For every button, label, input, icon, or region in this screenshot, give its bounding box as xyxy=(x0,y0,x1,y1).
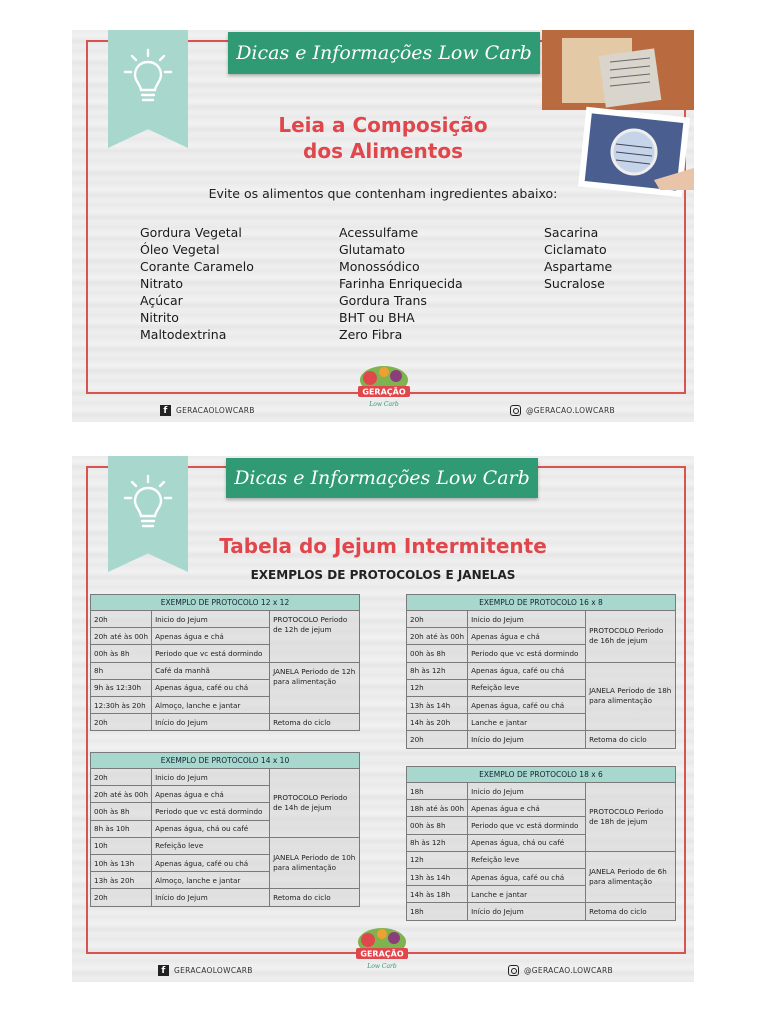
table-header: EXEMPLO DE PROTOCOLO 16 x 8 xyxy=(407,595,676,611)
brand-banner: Dicas e Informações Low Carb xyxy=(228,32,540,74)
protocolo-cell: PROTOCOLO Periodo de 16h de jejum xyxy=(586,611,676,663)
brand-banner: Dicas e Informações Low Carb xyxy=(226,458,538,498)
card-title: Leia a Composição dos Alimentos xyxy=(278,113,488,163)
table-row: 12:30h às 20h Almoço, lanche e jantar xyxy=(91,696,360,713)
table-row: 00h às 8h Periodo que vc está dormindo xyxy=(91,645,360,662)
protocolo-cell: PROTOCOLO Periodo de 18h de jejum xyxy=(586,783,676,852)
table-row: 20h Início do Jejum Retoma do ciclo xyxy=(91,889,360,906)
table-row: 00h às 8h Periodo que vc está dormindo xyxy=(407,645,676,662)
facebook-handle[interactable]: f GERACAOLOWCARB xyxy=(158,965,253,976)
ingredient: Aspartame xyxy=(544,259,613,274)
protocolo-cell: PROTOCOLO Periodo de 12h de jejum xyxy=(270,611,360,663)
table-row: 8h às 10h Apenas água, chá ou café xyxy=(91,820,360,837)
brand-logo xyxy=(352,364,416,410)
janela-cell: JANELA Periodo de 18h para alimentação xyxy=(586,662,676,731)
table-header: EXEMPLO DE PROTOCOLO 14 x 10 xyxy=(91,753,360,769)
info-card-fasting xyxy=(72,456,694,982)
protocol-table-14x10 xyxy=(90,752,360,907)
ingredient: BHT ou BHA xyxy=(339,310,415,325)
lightbulb-icon xyxy=(122,48,174,108)
table-header: EXEMPLO DE PROTOCOLO 12 x 12 xyxy=(91,595,360,611)
table-row: 00h às 8h Periodo que vc está dormindo xyxy=(91,803,360,820)
retoma-cell: Retoma do ciclo xyxy=(586,731,676,748)
table-row: 20h até às 00h Apenas água e chá xyxy=(407,628,676,645)
retoma-cell: Retoma do ciclo xyxy=(270,714,360,731)
table-row: 13h às 14h Apenas água, café ou chá xyxy=(407,696,676,713)
table-row: 12h Refeição leve xyxy=(407,679,676,696)
table-row: 20h Início do Jejum Retoma do ciclo xyxy=(407,731,676,748)
ingredient: Monossódico xyxy=(339,259,420,274)
protocol-table-16x8 xyxy=(406,594,676,749)
table-row: 13h às 20h Almoço, lanche e jantar xyxy=(91,872,360,889)
table-row: 18h Início do Jejum Retoma do ciclo xyxy=(407,903,676,920)
table-row: 20h até às 00h Apenas água e chá xyxy=(91,628,360,645)
table-row: 10h Refeição leve JANELA Periodo de 10h para alimentação xyxy=(91,837,360,854)
instagram-icon xyxy=(510,405,521,416)
ingredient: Sacarina xyxy=(544,225,599,240)
card-subtitle: Evite os alimentos que contenham ingredientes abaixo: xyxy=(208,186,558,201)
table-row: 14h às 18h Lanche e jantar xyxy=(407,886,676,903)
table-row: 18h até às 00h Apenas água e chá xyxy=(407,800,676,817)
table-row: 18h Inicio do Jejum PROTOCOLO Periodo de 18h de jejum xyxy=(407,783,676,800)
ingredient: Nitrito xyxy=(140,310,179,325)
ingredient: Ciclamato xyxy=(544,242,607,257)
facebook-icon: f xyxy=(160,405,171,416)
table-row: 20h Inicio do Jejum PROTOCOLO Periodo de 12h de jejum xyxy=(91,611,360,628)
retoma-cell: Retoma do ciclo xyxy=(586,903,676,920)
table-row: 00h às 8h Periodo que vc está dormindo xyxy=(407,817,676,834)
table-row: 8h às 12h Apenas água, café ou chá JANELA Periodo de 18h para alimentação xyxy=(407,662,676,679)
ingredient-column-2 xyxy=(339,224,463,343)
facebook-icon: f xyxy=(158,965,169,976)
ingredient-column-1 xyxy=(140,224,254,343)
table-row: 12h Refeição leve JANELA Periodo de 6h para alimentação xyxy=(407,851,676,868)
brand-logo xyxy=(350,926,414,972)
table-row: 8h às 12h Apenas água, chá ou café xyxy=(407,834,676,851)
table-row: 20h Inicio do Jejum PROTOCOLO Periodo de 16h de jejum xyxy=(407,611,676,628)
retoma-cell: Retoma do ciclo xyxy=(270,889,360,906)
ingredient: Acessulfame xyxy=(339,225,419,240)
table-row: 14h às 20h Lanche e jantar xyxy=(407,714,676,731)
instagram-icon xyxy=(508,965,519,976)
ingredient: Glutamato xyxy=(339,242,406,257)
table-row: 8h Café da manhã JANELA Periodo de 12h para alimentação xyxy=(91,662,360,679)
table-row: 20h Inicio do Jejum PROTOCOLO Periodo de 14h de jejum xyxy=(91,769,360,786)
ingredient: Zero Fibra xyxy=(339,327,403,342)
svg-text:Low Carb: Low Carb xyxy=(369,401,399,408)
ingredient: Farinha Enriquecida xyxy=(339,276,463,291)
ingredient: Sucralose xyxy=(544,276,605,291)
table-row: 20h até às 00h Apenas água e chá xyxy=(91,786,360,803)
janela-cell: JANELA Periodo de 10h para alimentação xyxy=(270,837,360,889)
svg-text:GERAÇÃO: GERAÇÃO xyxy=(360,949,404,959)
instagram-handle[interactable]: @GERACAO.LOWCARB xyxy=(508,965,613,976)
protocol-table-12x12 xyxy=(90,594,360,731)
svg-text:Low Carb: Low Carb xyxy=(367,963,397,970)
table-row: 13h às 14h Apenas água, café ou chá xyxy=(407,868,676,885)
protocol-table-18x6 xyxy=(406,766,676,921)
ingredient: Óleo Vegetal xyxy=(140,242,220,257)
instagram-handle[interactable]: @GERACAO.LOWCARB xyxy=(510,405,615,416)
janela-cell: JANELA Periodo de 12h para alimentação xyxy=(270,662,360,714)
table-row: 9h às 12:30h Apenas água, café ou chá xyxy=(91,679,360,696)
ingredient: Açúcar xyxy=(140,293,183,308)
facebook-handle[interactable]: f GERACAOLOWCARB xyxy=(160,405,255,416)
card-subtitle: EXEMPLOS DE PROTOCOLOS E JANELAS xyxy=(250,568,516,582)
ingredient: Corante Caramelo xyxy=(140,259,254,274)
table-row: 20h Início do Jejum Retoma do ciclo xyxy=(91,714,360,731)
svg-text:GERAÇÃO: GERAÇÃO xyxy=(362,387,406,397)
protocolo-cell: PROTOCOLO Periodo de 14h de jejum xyxy=(270,769,360,838)
info-card-composition xyxy=(72,30,694,422)
ingredient: Gordura Vegetal xyxy=(140,225,242,240)
ingredient-column-3 xyxy=(544,224,612,292)
ingredient: Gordura Trans xyxy=(339,293,427,308)
lightbulb-icon xyxy=(122,474,174,534)
table-header: EXEMPLO DE PROTOCOLO 18 x 6 xyxy=(407,767,676,783)
card-title: Tabela do Jejum Intermitente xyxy=(219,534,547,558)
table-row: 10h às 13h Apenas água, café ou chá xyxy=(91,854,360,871)
janela-cell: JANELA Periodo de 6h para alimentação xyxy=(586,851,676,903)
ingredient: Nitrato xyxy=(140,276,184,291)
ingredient: Maltodextrina xyxy=(140,327,227,342)
